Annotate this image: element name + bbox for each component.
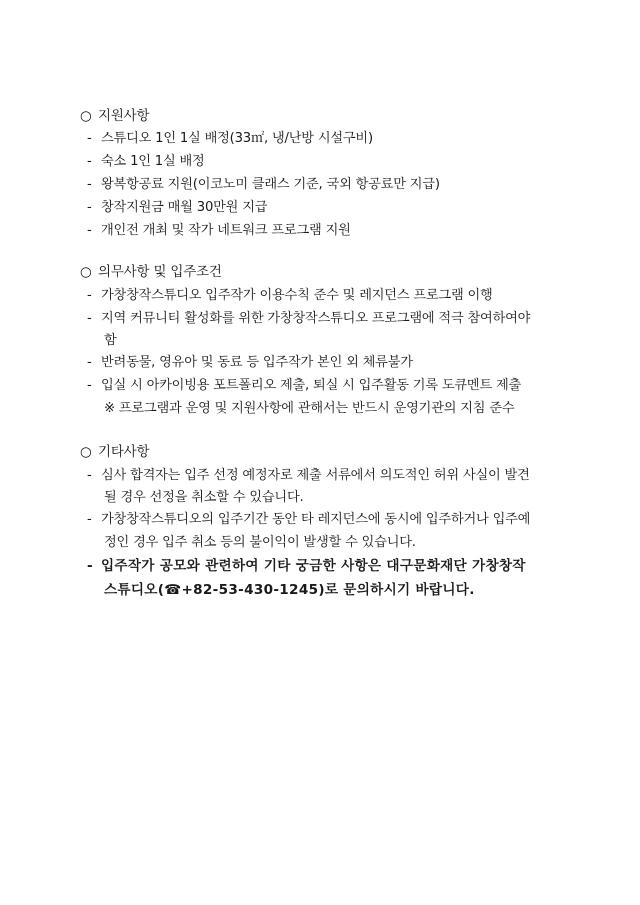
circle-marker-icon: ○ bbox=[80, 108, 92, 124]
list-item: - 창작지원금 매월 30만원 지급 bbox=[87, 200, 268, 215]
list-item: - 반려동물, 영유아 및 동료 등 입주작가 본인 외 체류불가 bbox=[87, 355, 413, 370]
list-item-continuation: 함 bbox=[104, 333, 117, 348]
circle-marker-icon: ○ bbox=[80, 444, 92, 460]
list-item: - 지역 커뮤니티 활성화를 위한 가창창작스튜디오 프로그램에 적극 참여하여야 bbox=[87, 311, 531, 326]
section-heading-other: ○ 기타사항 bbox=[80, 444, 150, 460]
list-item: - 왕복항공료 지원(이코노미 클래스 기준, 국외 항공료만 지급) bbox=[87, 177, 440, 192]
list-item-contact: - 입주작가 공모와 관련하여 기타 궁금한 사항은 대구문화재단 가창창작 bbox=[87, 558, 526, 574]
list-item: - 입실 시 아카이빙용 포트폴리오 제출, 퇴실 시 입주활동 기록 도큐멘트 제출 bbox=[87, 378, 522, 393]
list-item: - 가창창작스튜디오의 입주기간 동안 타 레지던스에 동시에 입주하거나 입주예 bbox=[87, 512, 531, 527]
section-heading-support: ○ 지원사항 bbox=[80, 108, 150, 124]
list-item-continuation: 될 경우 선정을 취소할 수 있습니다. bbox=[104, 490, 304, 505]
list-item: - 심사 합격자는 입주 선정 예정자로 제출 서류에서 의도적인 허위 사실이 발견 bbox=[87, 468, 530, 483]
contact-phone-line: 스튜디오(☎+82-53-430-1245)로 문의하시기 바랍니다. bbox=[104, 582, 475, 598]
reference-note: ※ 프로그램과 운영 및 지원사항에 관해서는 반드시 운영기관의 지침 준수 bbox=[104, 401, 515, 416]
list-item: - 스튜디오 1인 1실 배정(33㎡, 냉/난방 시설구비) bbox=[87, 131, 373, 146]
list-item: - 가창창작스튜디오 입주작가 이용수칙 준수 및 레지던스 프로그램 이행 bbox=[87, 288, 493, 303]
list-item: - 개인전 개최 및 작가 네트워크 프로그램 지원 bbox=[87, 223, 351, 238]
circle-marker-icon: ○ bbox=[80, 264, 92, 280]
list-item: - 숙소 1인 1실 배정 bbox=[87, 154, 205, 169]
list-item-continuation: 정인 경우 입주 취소 등의 불이익이 발생할 수 있습니다. bbox=[104, 535, 416, 550]
section-heading-obligations: ○ 의무사항 및 입주조건 bbox=[80, 264, 222, 280]
